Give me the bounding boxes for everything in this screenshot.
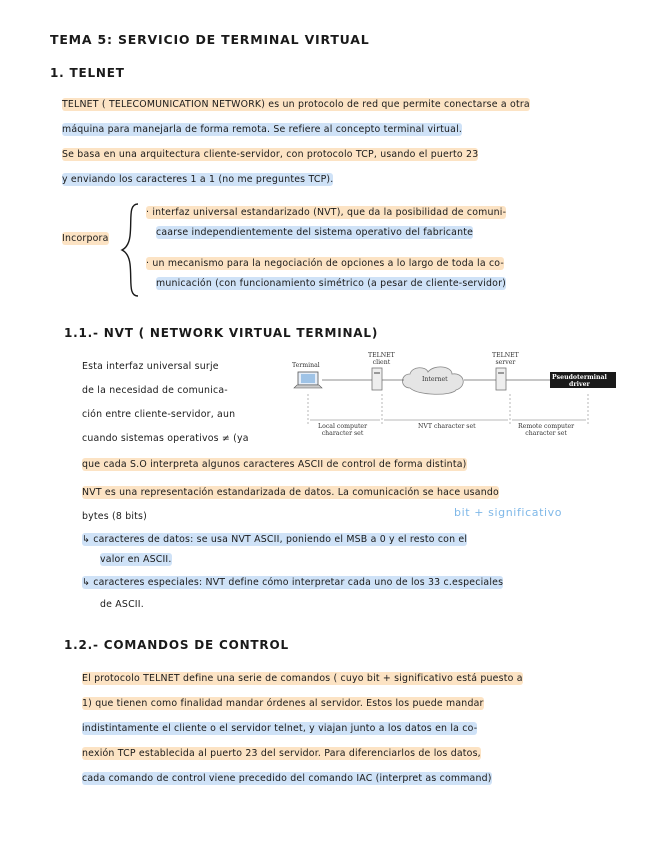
- bullet-line: · un mecanismo para la negociación de opciones a lo largo de toda la co-: [146, 258, 504, 269]
- bullet-line: municación (con funcionamiento simétrico (a pesar de cliente-servidor): [156, 278, 507, 289]
- diagram-label-nvt-charset: NVT character set: [418, 423, 476, 430]
- laptop-icon: [294, 372, 322, 388]
- incorpora-label: Incorpora: [62, 233, 109, 244]
- curly-brace-icon: [120, 200, 142, 300]
- text-line: Esta interfaz universal surje: [82, 361, 219, 372]
- text-line: NVT es una representación estandarizada de datos. La comunicación se hace usando: [82, 487, 499, 498]
- text-line: El protocolo TELNET define una serie de comandos ( cuyo bit + significativo está puesto a: [82, 673, 523, 684]
- arrow-item: de ASCII.: [100, 599, 144, 610]
- diagram-label-local-charset: Local computer character set: [318, 423, 368, 437]
- arrow-item: ↳ caracteres especiales: NVT define cómo interpretar cada uno de los 33 c.especiales: [82, 577, 504, 588]
- text-line: cada comando de control viene precedido del comando IAC (interpret as command): [82, 773, 492, 784]
- bullet-line: · interfaz universal estandarizado (NVT), que da la posibilidad de comuni-: [146, 207, 507, 218]
- text-line: nexión TCP establecida al puerto 23 del servidor. Para diferenciarlos de los datos,: [82, 748, 481, 759]
- telnet-server-icon: [496, 368, 506, 390]
- diagram-label-client: TELNET client: [368, 352, 395, 366]
- text-line: y enviando los caracteres 1 a 1 (no me preguntes TCP).: [62, 174, 334, 185]
- section-heading-nvt: 1.1.- NVT ( NETWORK VIRTUAL TERMINAL): [64, 326, 379, 340]
- text-line: de la necesidad de comunica-: [82, 385, 228, 396]
- text-line: TELNET ( TELECOMUNICATION NETWORK) es un protocolo de red que permite conectarse a otra: [62, 99, 530, 110]
- section-heading-comandos: 1.2.- COMANDOS DE CONTROL: [64, 638, 289, 652]
- text-line: que cada S.O interpreta algunos caracteres ASCII de control de forma distinta): [82, 459, 467, 470]
- telnet-diagram: [292, 350, 622, 445]
- diagram-label-server: TELNET server: [492, 352, 519, 366]
- bullet-line: caarse independientemente del sistema operativo del fabricante: [156, 227, 474, 238]
- diagram-label-pseudoterminal: Pseudoterminal driver: [552, 374, 607, 388]
- text-line: Se basa en una arquitectura cliente-servidor, con protocolo TCP, usando el puerto 23: [62, 149, 479, 160]
- diagram-label-internet: Internet: [422, 376, 448, 383]
- text-line: indistintamente el cliente o el servidor telnet, y viajan junto a los datos en la co-: [82, 723, 478, 734]
- text-line: 1) que tienen como finalidad mandar órdenes al servidor. Estos los puede mandar: [82, 698, 484, 709]
- diagram-label-terminal: Terminal: [292, 362, 320, 369]
- handwritten-note: bit + significativo: [454, 506, 563, 519]
- text-line: bytes (8 bits): [82, 511, 147, 522]
- arrow-item: ↳ caracteres de datos: se usa NVT ASCII, poniendo el MSB a 0 y el resto con el: [82, 534, 468, 545]
- page-title: TEMA 5: SERVICIO DE TERMINAL VIRTUAL: [50, 32, 370, 47]
- text-line: ción entre cliente-servidor, aun: [82, 409, 236, 420]
- text-line: cuando sistemas operativos ≠ (ya: [82, 433, 249, 444]
- diagram-label-remote-charset: Remote computer character set: [518, 423, 575, 437]
- section-heading-telnet: 1. TELNET: [50, 66, 125, 80]
- text-line: máquina para manejarla de forma remota. Se refiere al concepto terminal virtual.: [62, 124, 463, 135]
- arrow-item: valor en ASCII.: [100, 554, 172, 565]
- telnet-client-icon: [372, 368, 382, 390]
